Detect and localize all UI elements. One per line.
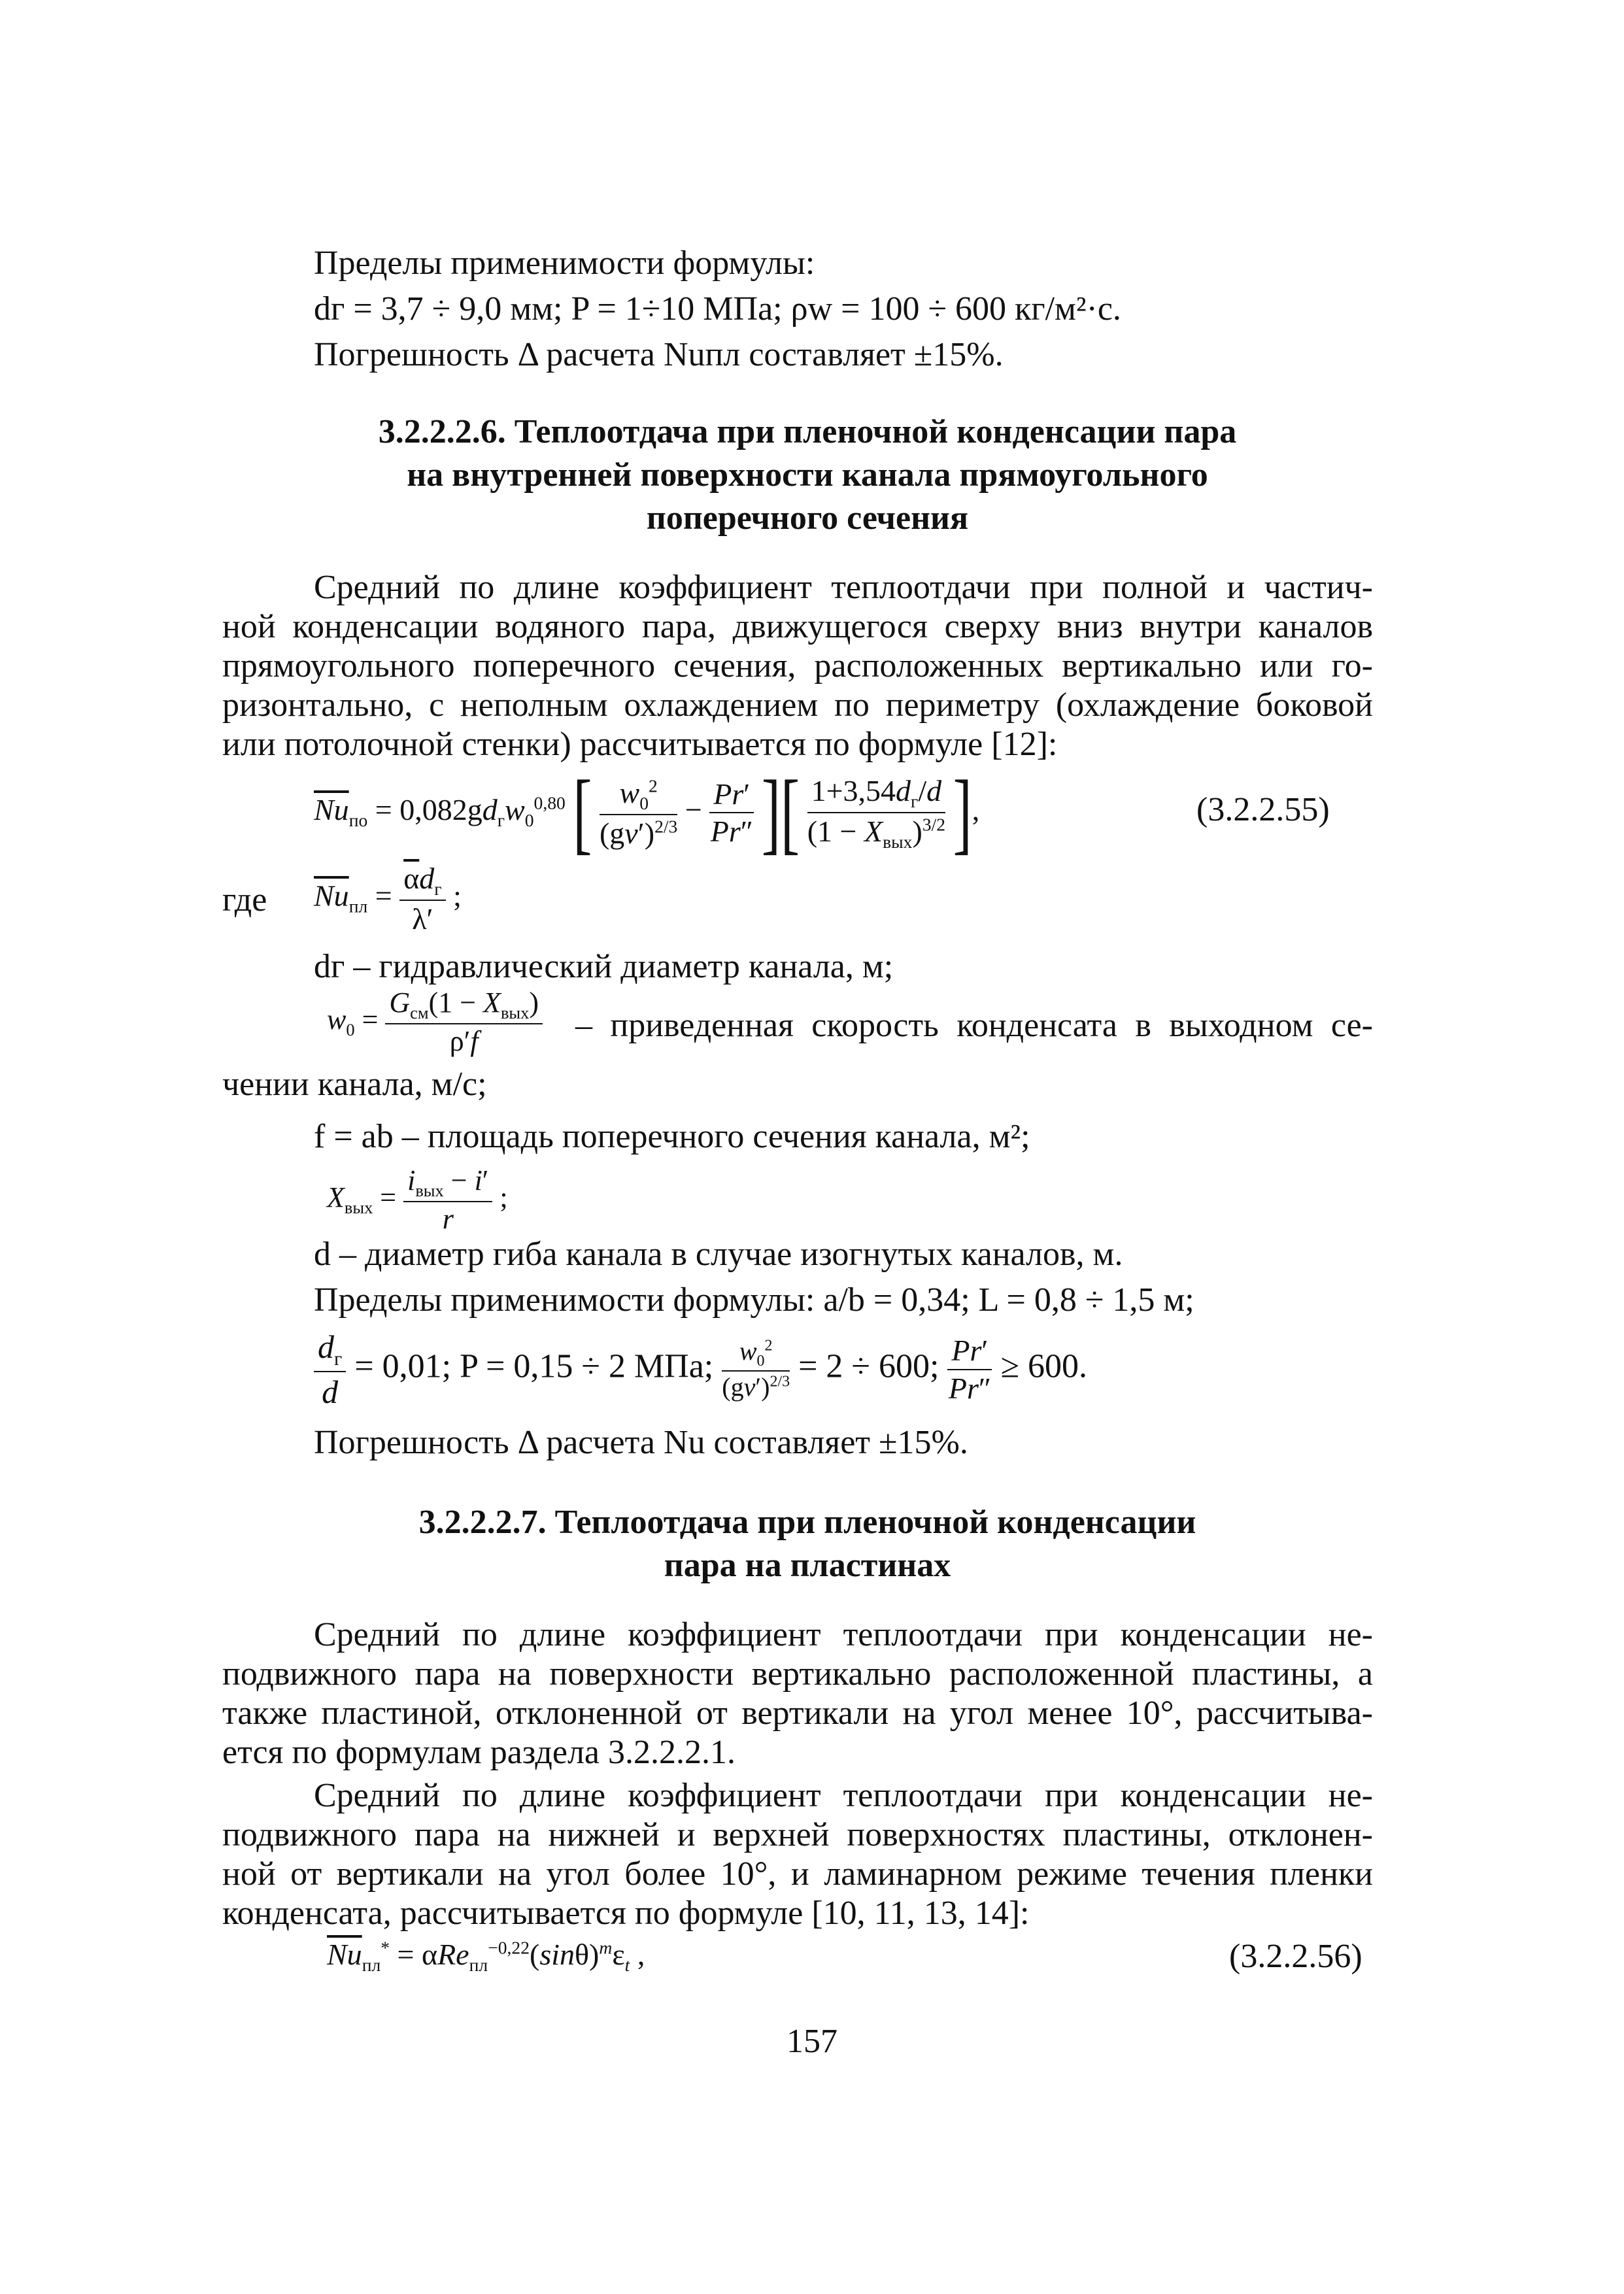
- formula-nu-pl: $\overline{Nu}_{пл}$ = $\overline{\alpha}d_г$ λ′ ;: [314, 862, 462, 936]
- def-dg: dг – гидравлический диаметр канала, м;: [314, 948, 894, 985]
- formula-number: (3.2.2.56): [1229, 1938, 1362, 1975]
- formula-nu-star: $\overline{Nu}_{пл}^* = \alpha Re_{пл}^{-0,22}(\sin\theta)^m\varepsilon_t$ ,: [327, 1937, 645, 1976]
- section-heading-line-2: на внутренней поверхности канала прямоугольного: [407, 456, 1208, 494]
- paragraph-line: подвижного пара на нижней и верхней поверхностях пластины, отклонен-: [222, 1816, 1373, 1853]
- paragraph-line: также пластиной, отклоненной от вертикали на угол менее 10°, рассчитыва-: [222, 1695, 1373, 1732]
- paragraph-line: Средний по длине коэффициент теплоотдачи при конденсации не-: [314, 1616, 1373, 1653]
- formula-number: (3.2.2.55): [1196, 791, 1330, 828]
- paragraph-line: ной конденсации водяного пара, движущегося сверху вниз внутри каналов: [222, 608, 1373, 645]
- def-d: d – диаметр гиба канала в случае изогнутых каналов, м.: [314, 1236, 1123, 1273]
- formula-x-out: $X_{вых}$ = $i_{вых} - i'$ r ;: [327, 1164, 508, 1236]
- limits-line: Пределы применимости формулы: a/b = 0,34; L = 0,8 ÷ 1,5 м;: [314, 1281, 1194, 1319]
- section-heading-line-3: поперечного сечения: [646, 499, 969, 537]
- paragraph-line: подвижного пара на поверхности вертикально расположенной пластины, а: [222, 1655, 1373, 1693]
- paragraph-line: ется по формулам раздела 3.2.2.2.1.: [222, 1734, 736, 1771]
- def-f: f = ab – площадь поперечного сечения канала, м²;: [314, 1118, 1030, 1155]
- paragraph-line: или потолочной стенки) рассчитывается по формуле [12]:: [222, 726, 1058, 763]
- paragraph-line: Средний по длине коэффициент теплоотдачи при полной и частич-: [314, 569, 1373, 606]
- paragraph-line: ризонтально, с неполным охлаждением по периметру (охлаждение боковой: [222, 686, 1373, 724]
- where-label: где: [222, 881, 267, 919]
- limits-line-2: $d_г$ d = 0,01; P = 0,15 ÷ 2 МПа; $\frac{w_0^2}{(g\nu')^{2/3}}$ = 2 ÷ 600; $\frac{Pr'}{Pr''}$ ≥ 600.: [314, 1327, 1087, 1411]
- formula-nu-main: $\overline{Nu}_{по} = 0,082gd_гw_0^{0,80}$ [ $\frac{w_0^2}{(g\nu')^{2/3}}$ − $\frac{Pr'}{Pr''}$ ][ $1+3,54d_г/d$ $(1 - X_{вых})^{3/2}$ ],: [314, 761, 980, 864]
- limits-values: dг = 3,7 ÷ 9,0 мм; P = 1÷10 МПа; ρw = 100 ÷ 600 кг/м²·с.: [314, 290, 1121, 328]
- paragraph-line: прямоугольного поперечного сечения, расположенных вертикально или го-: [222, 647, 1373, 684]
- paragraph-line: ной от вертикали на угол более 10°, и ламинарном режиме течения пленки: [222, 1855, 1373, 1893]
- paragraph-line: конденсата, рассчитывается по формуле [10, 11, 13, 14]:: [222, 1895, 1030, 1932]
- error-line-2: Погрешность Δ расчета Nu составляет ±15%.: [314, 1424, 968, 1461]
- section-heading-line-2: пара на пластинах: [664, 1547, 951, 1584]
- page-number: 157: [787, 2023, 837, 2060]
- def-w0: – приведенная скорость конденсата в выходном се-: [575, 1007, 1373, 1044]
- def-w0-cont: чении канала, м/с;: [222, 1066, 487, 1103]
- limits-title: Пределы применимости формулы:: [314, 245, 815, 282]
- section-heading-line-1: 3.2.2.2.7. Теплоотдача при пленочной конденсации: [418, 1504, 1196, 1541]
- paragraph-line: Средний по длине коэффициент теплоотдачи при конденсации не-: [314, 1777, 1373, 1814]
- section-heading-line-1: 3.2.2.2.6. Теплоотдача при пленочной конденсации пара: [378, 413, 1237, 450]
- error-line: Погрешность Δ расчета Nuпл составляет ±15%.: [314, 336, 1004, 373]
- formula-w0: $w_0$ = $G_{см}(1 - X_{вых})$ ρ′f: [327, 986, 543, 1059]
